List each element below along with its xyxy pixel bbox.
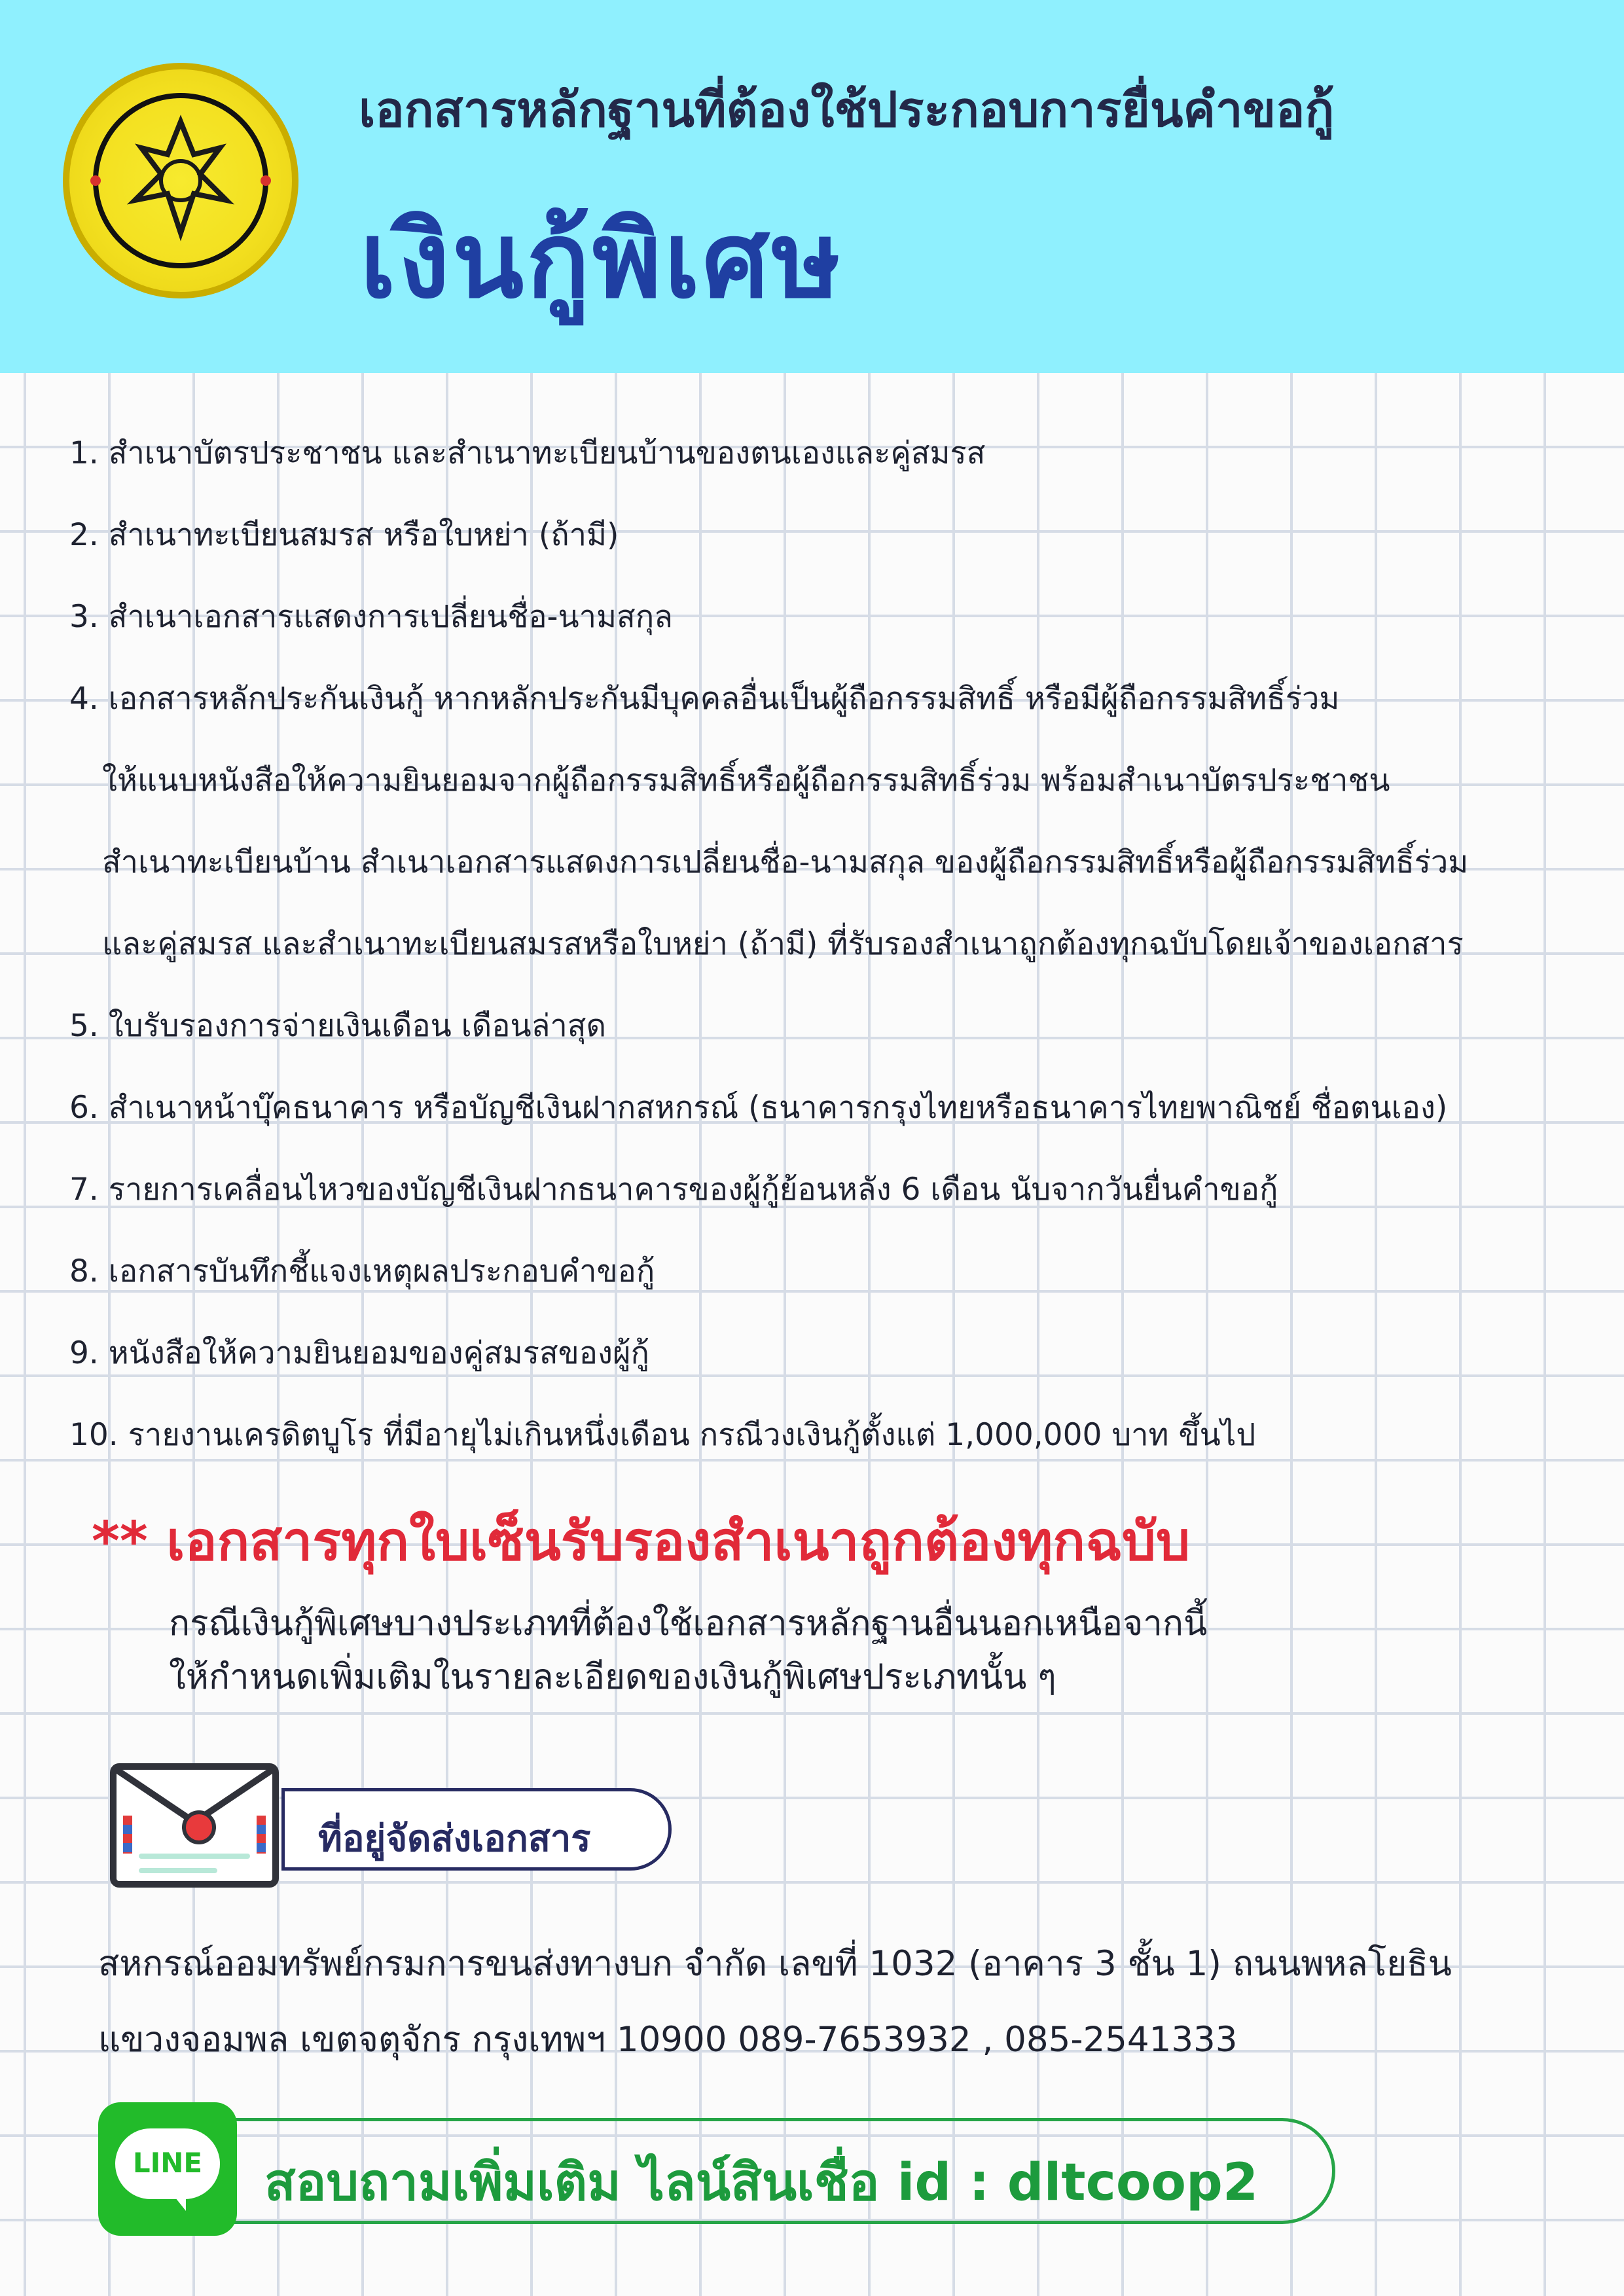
notice-title: ** เอกสารทุกใบเซ็นรับรองสำเนาถูกต้องทุกฉบับ <box>92 1511 1191 1573</box>
list-item: 4. เอกสารหลักประกันเงินกู้ หากหลักประกันมีบุคคลอื่นเป็นผู้ถือกรรมสิทธิ์ หรือมีผู้ถือกรรมสิทธิ์ร่วม <box>69 681 1340 717</box>
list-item: 6. สำเนาหน้าบุ๊คธนาคาร หรือบัญชีเงินฝากสหกรณ์ (ธนาคารกรุงไทยหรือธนาคารไทยพาณิชย์ ชื่อตนเอง) <box>69 1090 1448 1126</box>
list-item: 7. รายการเคลื่อนไหวของบัญชีเงินฝากธนาคารของผู้กู้ย้อนหลัง 6 เดือน นับจากวันยื่นคำขอกู้ <box>69 1172 1278 1208</box>
list-item: 10. รายงานเครดิตบูโร ที่มีอายุไม่เกินหนึ่งเดือน กรณีวงเงินกู้ตั้งแต่ 1,000,000 บาท ขึ้นไป <box>69 1417 1256 1453</box>
list-item-continuation: ให้แนบหนังสือให้ความยินยอมจากผู้ถือกรรมสิทธิ์หรือผู้ถือกรรมสิทธิ์ร่วม พร้อมสำเนาบัตรประชาชน <box>102 762 1390 798</box>
list-item: 1. สำเนาบัตรประชาชน และสำเนาทะเบียนบ้านของตนเองและคู่สมรส <box>69 435 986 471</box>
address-line: แขวงจอมพล เขตจตุจักร กรุงเทพฯ 10900 089-7653932 , 085-2541333 <box>98 2020 1238 2060</box>
list-item: 9. หนังสือให้ความยินยอมของคู่สมรสของผู้กู้ <box>69 1335 649 1371</box>
notice-line: กรณีเงินกู้พิเศษบางประเภทที่ต้องใช้เอกสารหลักฐานอื่นนอกเหนือจากนี้ <box>169 1604 1208 1643</box>
list-item-continuation: สำเนาทะเบียนบ้าน สำเนาเอกสารแสดงการเปลี่ยนชื่อ-นามสกุล ของผู้ถือกรรมสิทธิ์หรือผู้ถือกรรมสิทธิ์ร่วม <box>102 844 1469 880</box>
cooperative-seal-icon <box>63 63 298 298</box>
address-line: สหกรณ์ออมทรัพย์กรมการขนส่งทางบก จำกัด เลขที่ 1032 (อาคาร 3 ชั้น 1) ถนนพหลโยธิน <box>98 1944 1452 1984</box>
list-item: 2. สำเนาทะเบียนสมรส หรือใบหย่า (ถ้ามี) <box>69 517 619 553</box>
envelope-icon <box>110 1763 279 1888</box>
document-list <box>69 412 1595 1476</box>
list-item: 5. ใบรับรองการจ่ายเงินเดือน เดือนล่าสุด <box>69 1008 606 1044</box>
page-title: เงินกู้พิเศษ <box>360 199 844 321</box>
page-subtitle: เอกสารหลักฐานที่ต้องใช้ประกอบการยื่นคำขอกู้ <box>359 82 1335 138</box>
list-item: 8. เอกสารบันทึกชี้แจงเหตุผลประกอบคำขอกู้ <box>69 1253 655 1289</box>
notice-line: ให้กำหนดเพิ่มเติมในรายละเอียดของเงินกู้พิเศษประเภทนั้น ๆ <box>169 1657 1056 1697</box>
notice-text <box>169 1597 1576 1704</box>
list-item: 3. สำเนาเอกสารแสดงการเปลี่ยนชื่อ-นามสกุล <box>69 599 673 635</box>
line-icon-label: LINE <box>132 2147 203 2179</box>
list-item-continuation: และคู่สมรส และสำเนาทะเบียนสมรสหรือใบหย่า (ถ้ามี) ที่รับรองสำเนาถูกต้องทุกฉบับโดยเจ้าของเอกสาร <box>102 926 1464 962</box>
line-app-icon <box>98 2102 237 2236</box>
line-contact-text: สอบถามเพิ่มเติม ไลน์สินเชื่อ id : dltcoop2 <box>264 2153 1259 2212</box>
address-title: ที่อยู่จัดส่งเอกสาร <box>318 1818 591 1860</box>
